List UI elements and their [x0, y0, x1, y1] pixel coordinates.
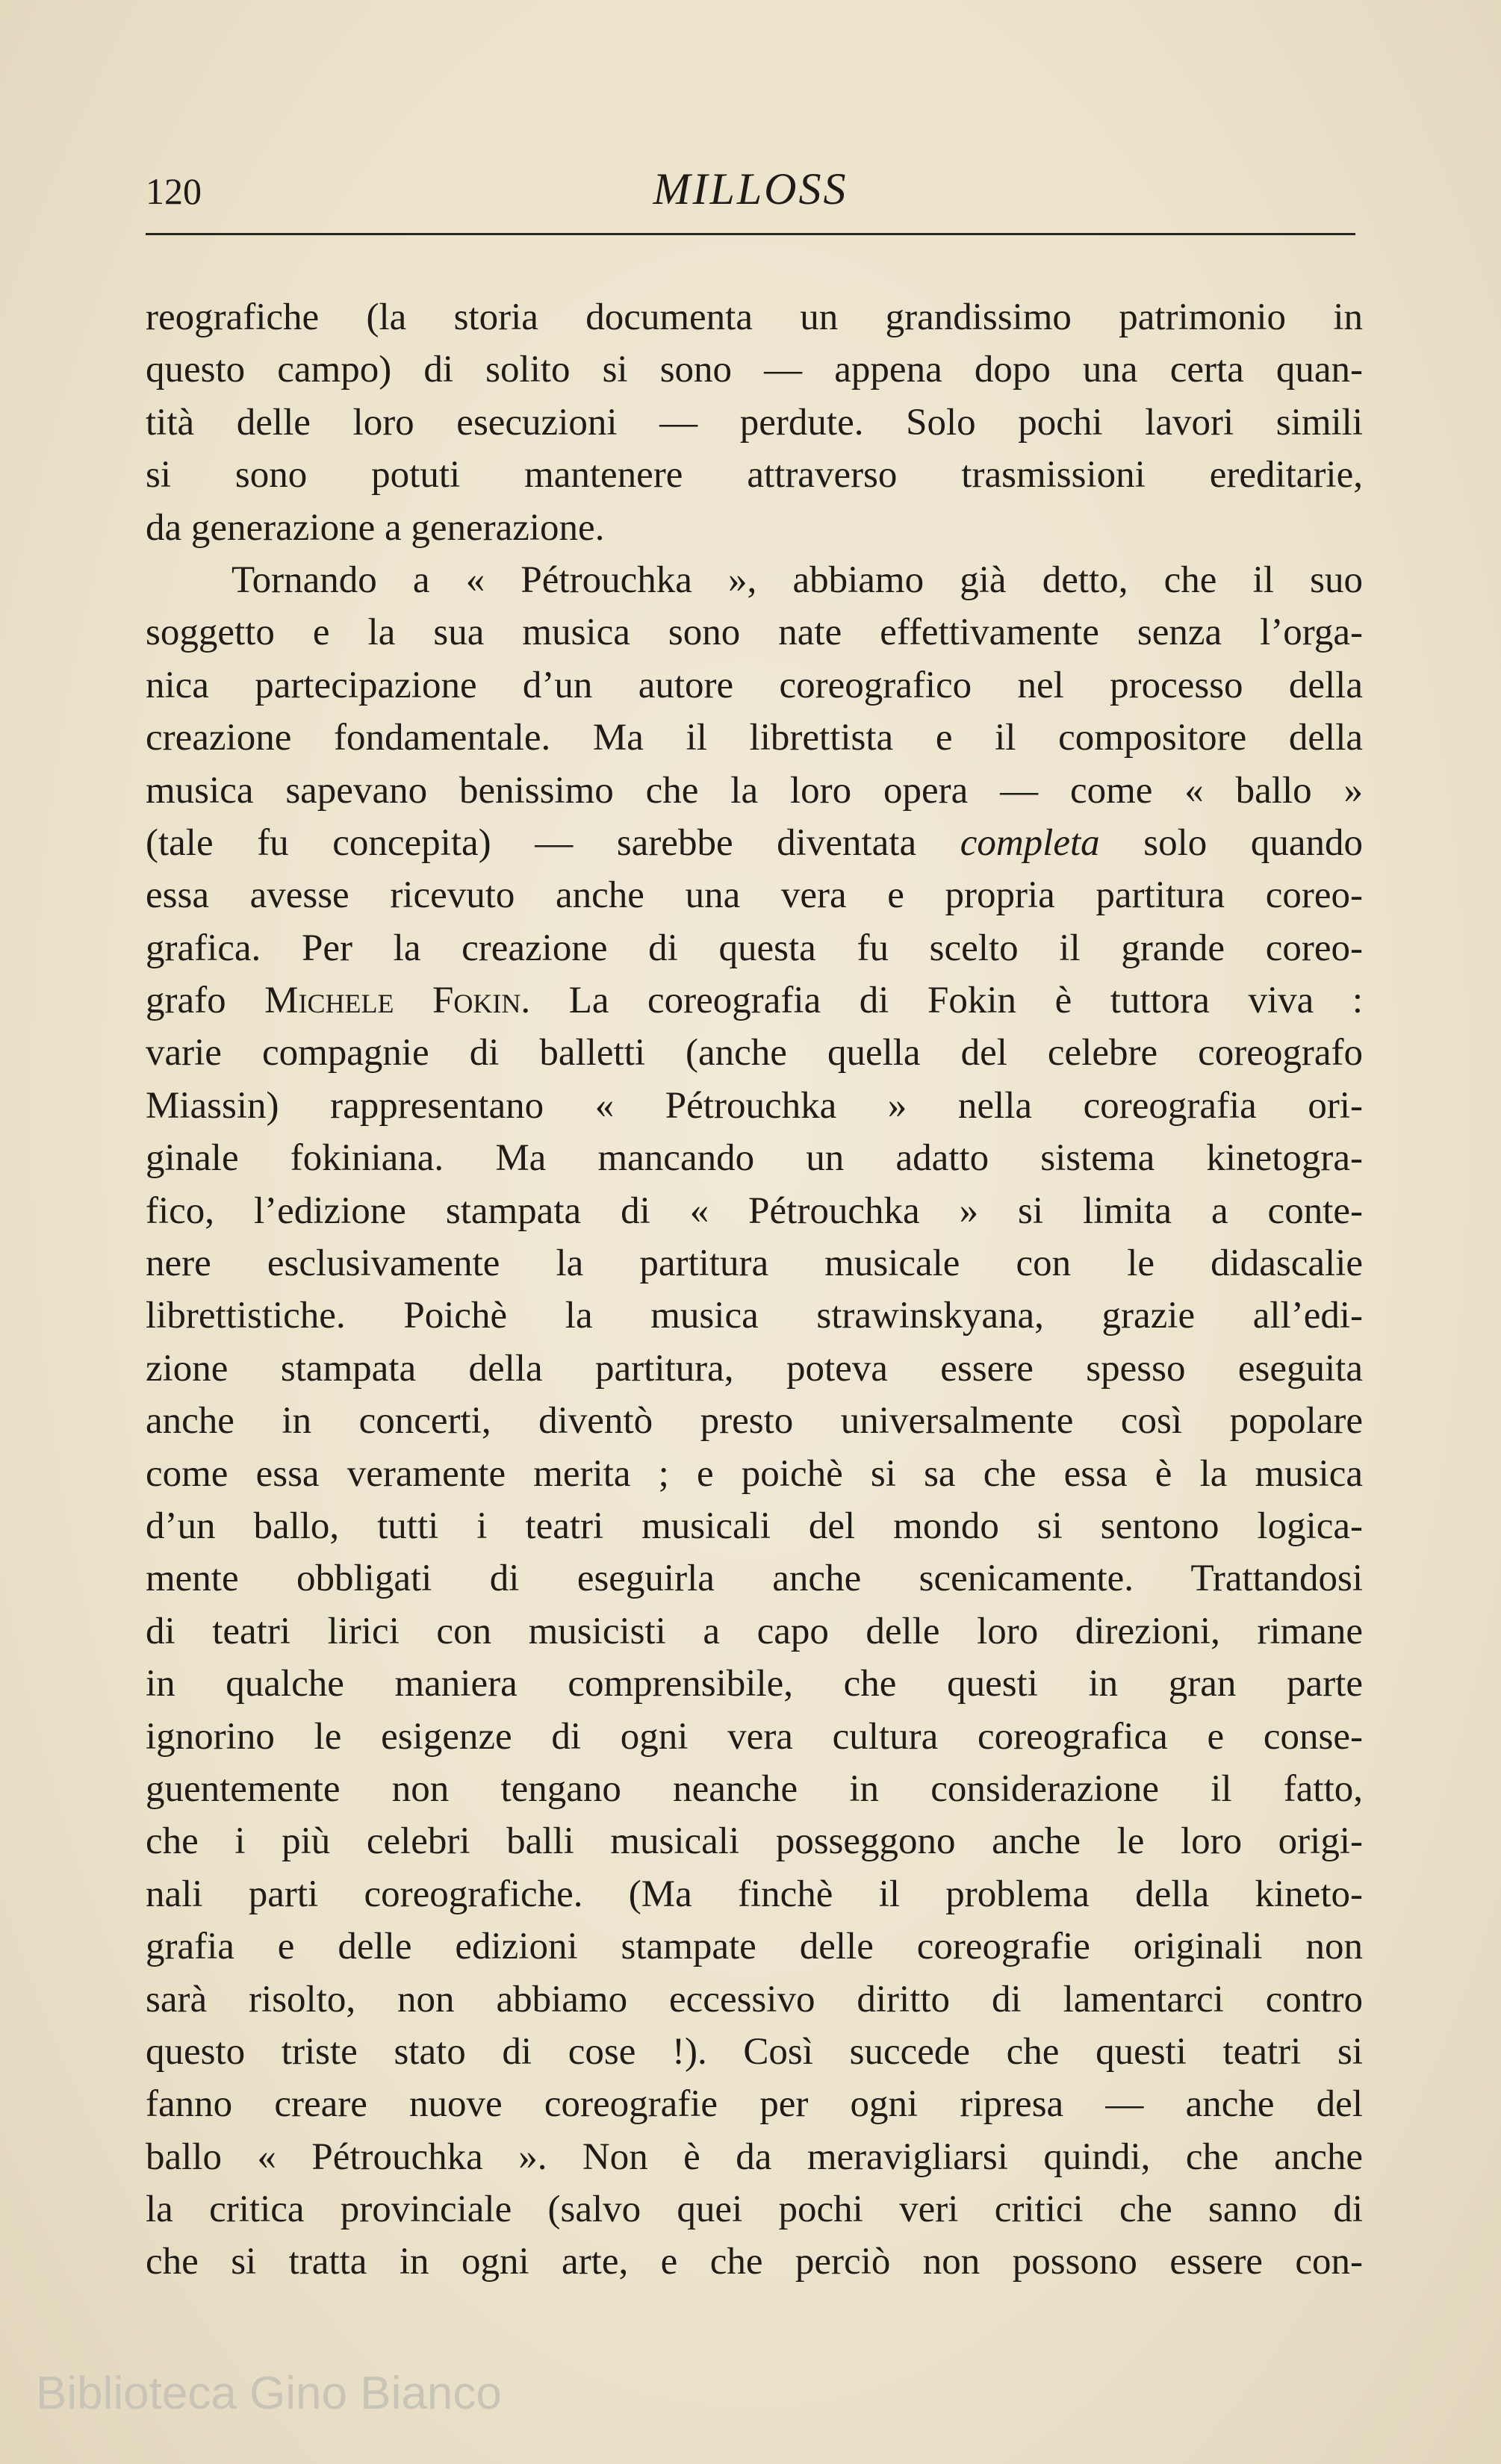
text-line: essa avesse ricevuto anche una vera e propria partitura coreo-: [146, 874, 1363, 917]
page-number: 120: [146, 170, 202, 212]
text-line: come essa veramente merita ; e poichè si sa che essa è la musica: [146, 1452, 1363, 1495]
text-line: in qualche maniera comprensibile, che questi in gran parte: [146, 1663, 1363, 1705]
text-line: creazione fondamentale. Ma il librettista e il compositore della: [146, 717, 1363, 759]
text-line: Miassin) rappresentano « Pétrouchka » nella coreografia ori-: [146, 1084, 1363, 1127]
text-line: guentemente non tengano neanche in considerazione il fatto,: [146, 1767, 1363, 1810]
running-head: MILLOSS: [653, 164, 848, 214]
text-line: nica partecipazione d’un autore coreografico nel processo della: [146, 664, 1363, 706]
text-line: fanno creare nuove coreografie per ogni ripresa — anche del: [146, 2083, 1363, 2126]
text-line: d’un ballo, tutti i teatri musicali del mondo si sentono logica-: [146, 1505, 1363, 1547]
text-line: nere esclusivamente la partitura musicale con le didascalie: [146, 1242, 1363, 1285]
text-line: ballo « Pétrouchka ». Non è da meravigliarsi quindi, che anche: [146, 2135, 1363, 2178]
text-line: questo campo) di solito si sono — appena dopo una certa quan-: [146, 349, 1363, 391]
header-rule: [146, 233, 1355, 235]
text-line: tità delle loro esecuzioni — perdute. Solo pochi lavori simili: [146, 401, 1363, 444]
text-line: la critica provinciale (salvo quei pochi veri critici che sanno di: [146, 2188, 1363, 2231]
text-line: di teatri lirici con musicisti a capo delle loro direzioni, rimane: [146, 1610, 1363, 1652]
text-line: Tornando a « Pétrouchka », abbiamo già detto, che il suo: [231, 559, 1363, 601]
text-line: musica sapevano benissimo che la loro opera — come « ballo »: [146, 769, 1363, 812]
text-line: zione stampata della partitura, poteva essere spesso eseguita: [146, 1347, 1363, 1390]
text-line: librettistiche. Poichè la musica strawinskyana, grazie all’edi-: [146, 1295, 1363, 1337]
text-line: si sono potuti mantenere attraverso trasmissioni ereditarie,: [146, 454, 1363, 497]
text-line: ignorino le esigenze di ogni vera cultura coreografica e conse-: [146, 1715, 1363, 1758]
text-line: sarà risolto, non abbiamo eccessivo diritto di lamentarci contro: [146, 1978, 1363, 2020]
text-line: grafo Michele Fokin. La coreografia di Fokin è tuttora viva :: [146, 980, 1363, 1022]
text-line: fico, l’edizione stampata di « Pétrouchka » si limita a conte-: [146, 1189, 1363, 1232]
text-line: reografiche (la storia documenta un grandissimo patrimonio in: [146, 296, 1363, 338]
text-line: grafica. Per la creazione di questa fu scelto il grande coreo-: [146, 927, 1363, 969]
text-line: (tale fu concepita) — sarebbe diventata completa solo quando: [146, 821, 1363, 864]
text-line: che si tratta in ogni arte, e che perciò non possono essere con-: [146, 2241, 1363, 2283]
text-line: nali parti coreografiche. (Ma finchè il problema della kineto-: [146, 1873, 1363, 1915]
watermark: Biblioteca Gino Bianco: [36, 2368, 502, 2419]
text-line: ginale fokiniana. Ma mancando un adatto sistema kinetogra-: [146, 1137, 1363, 1180]
text-line: grafia e delle edizioni stampate delle coreografie originali non: [146, 1926, 1363, 1968]
text-line: questo triste stato di cose !). Così succede che questi teatri si: [146, 2030, 1363, 2073]
body-text: [146, 291, 1363, 2289]
text-line: mente obbligati di eseguirla anche scenicamente. Trattandosi: [146, 1558, 1363, 1600]
text-line: anche in concerti, diventò presto universalmente così popolare: [146, 1400, 1363, 1443]
text-line: varie compagnie di balletti (anche quella del celebre coreografo: [146, 1032, 1363, 1074]
text-line: da generazione a generazione.: [146, 506, 605, 549]
text-line: soggetto e la sua musica sono nate effettivamente senza l’orga-: [146, 612, 1363, 654]
page-header: [146, 161, 1355, 220]
text-line: che i più celebri balli musicali posseggono anche le loro origi-: [146, 1820, 1363, 1863]
